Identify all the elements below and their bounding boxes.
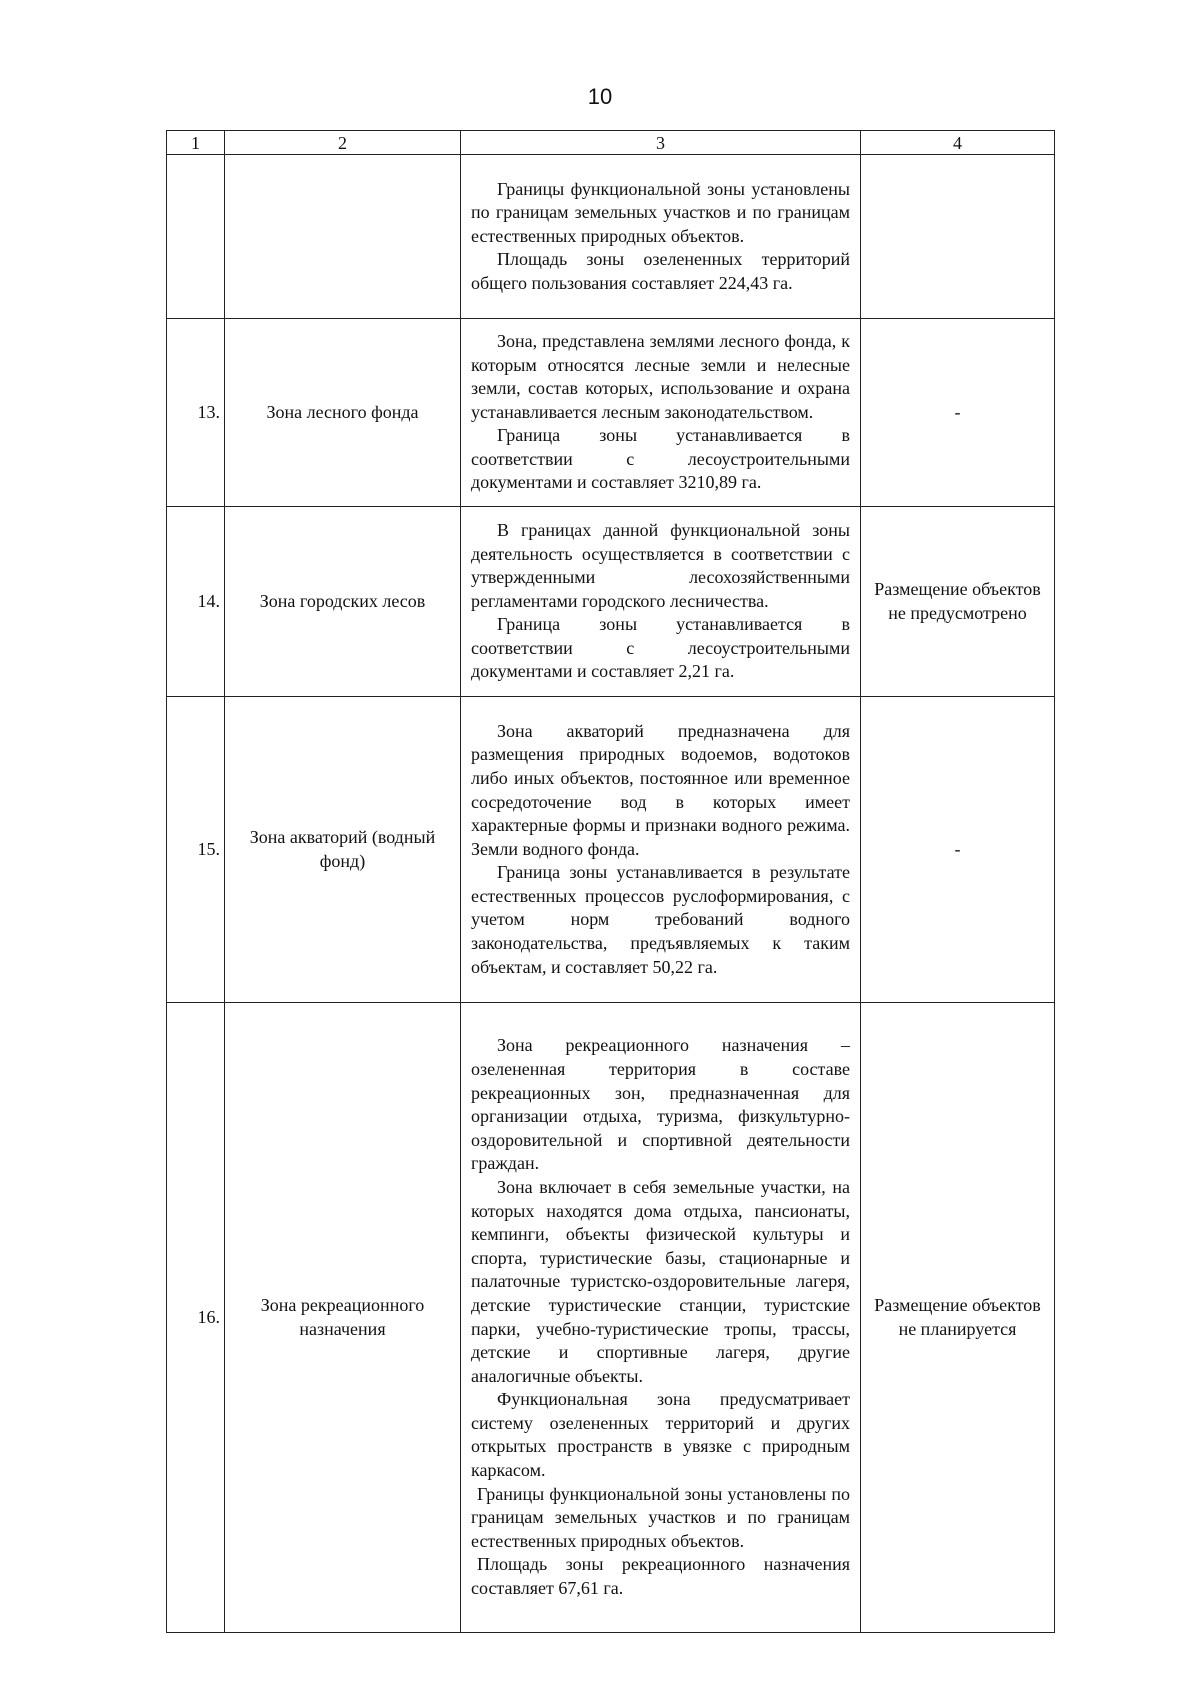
table-row — [167, 1003, 1055, 1633]
zone-name: Зона рекреационного назначения — [225, 1003, 461, 1633]
description-paragraph: Зона рекреационного назначения – озелененная территория в составе рекреационных зон, предназначенная для организации отдыха, туризма, физкультурно-оздоровительной и спортивной деятельности граждан. — [471, 1035, 850, 1174]
zone-description — [461, 319, 861, 507]
table-row — [167, 507, 1055, 697]
zone-note: - — [861, 319, 1055, 507]
zone-name: Зона лесного фонда — [225, 319, 461, 507]
zone-note: Размещение объектов не планируется — [861, 1003, 1055, 1633]
description-paragraph: Зона, представлена землями лесного фонда, к которым относятся лесные земли и нелесные земли, состав которых, использование и охрана устанавливается лесным законодательством. — [471, 330, 850, 422]
zone-name: Зона городских лесов — [225, 507, 461, 697]
row-number: 13. — [167, 319, 225, 507]
zone-name — [225, 155, 461, 319]
description-paragraph: Границы функциональной зоны установлены по границам земельных участков и по границам естественных природных объектов. — [471, 178, 850, 246]
row-number: 15. — [167, 697, 225, 1003]
zone-description — [461, 507, 861, 697]
description-paragraph: Граница зоны устанавливается в результате естественных процессов руслоформирования, с учетом норм требований водного законодательства, предъявляемых к таким объектам, и составляет 50,22 га. — [471, 862, 850, 977]
zone-description — [461, 697, 861, 1003]
description-paragraph: Граница зоны устанавливается в соответствии с лесоустроительными документами и составляет 3210,89 га. — [471, 425, 850, 493]
description-paragraph: Зона включает в себя земельные участки, на которых находятся дома отдыха, пансионаты, кемпинги, объекты физической культуры и спорта, туристические базы, стационарные и палаточные туристско-оздоровительные лагеря, детские туристические станции, туристские парки, учебно-туристические тропы, трассы, детские и спортивные лагеря, другие аналогичные объекты. — [471, 1176, 850, 1386]
header-col-4: 4 — [861, 131, 1055, 155]
description-paragraph: Функциональная зона предусматривает систему озелененных территорий и других открытых пространств в увязке с природным каркасом. — [471, 1389, 850, 1481]
header-col-2: 2 — [225, 131, 461, 155]
description-paragraph: Зона акваторий предназначена для размещения природных водоемов, водотоков либо иных объектов, постоянное или временное сосредоточение вод в которых имеет характерные формы и признаки водного режима. Земли водного фонда. — [471, 720, 850, 859]
table-row — [167, 155, 1055, 319]
description-paragraph: Площадь зоны озелененных территорий общего пользования составляет 224,43 га. — [471, 249, 850, 293]
row-number — [167, 155, 225, 319]
header-col-3: 3 — [461, 131, 861, 155]
page-number: 10 — [587, 84, 613, 109]
description-paragraph: Граница зоны устанавливается в соответствии с лесоустроительными документами и составляет 2,21 га. — [471, 614, 850, 682]
row-number: 14. — [167, 507, 225, 697]
zone-description — [461, 155, 861, 319]
zone-note: Размещение объектов не предусмотрено — [861, 507, 1055, 697]
zone-name: Зона акваторий (водный фонд) — [225, 697, 461, 1003]
description-paragraph: Площадь зоны рекреационного назначения составляет 67,61 га. — [471, 1554, 850, 1599]
functional-zones-table — [166, 130, 1055, 1633]
zone-note — [861, 155, 1055, 319]
row-number: 16. — [167, 1003, 225, 1633]
zone-description — [461, 1003, 861, 1633]
description-paragraph: В границах данной функциональной зоны деятельность осуществляется в соответствии с утвержденными лесохозяйственными регламентами городского лесничества. — [471, 519, 850, 611]
header-col-1: 1 — [167, 131, 225, 155]
description-paragraph: Границы функциональной зоны установлены по границам земельных участков и по границам естественных природных объектов. — [471, 1483, 850, 1551]
table-row — [167, 697, 1055, 1003]
zone-note: - — [861, 697, 1055, 1003]
table-header-row — [167, 131, 1055, 155]
table-row — [167, 319, 1055, 507]
